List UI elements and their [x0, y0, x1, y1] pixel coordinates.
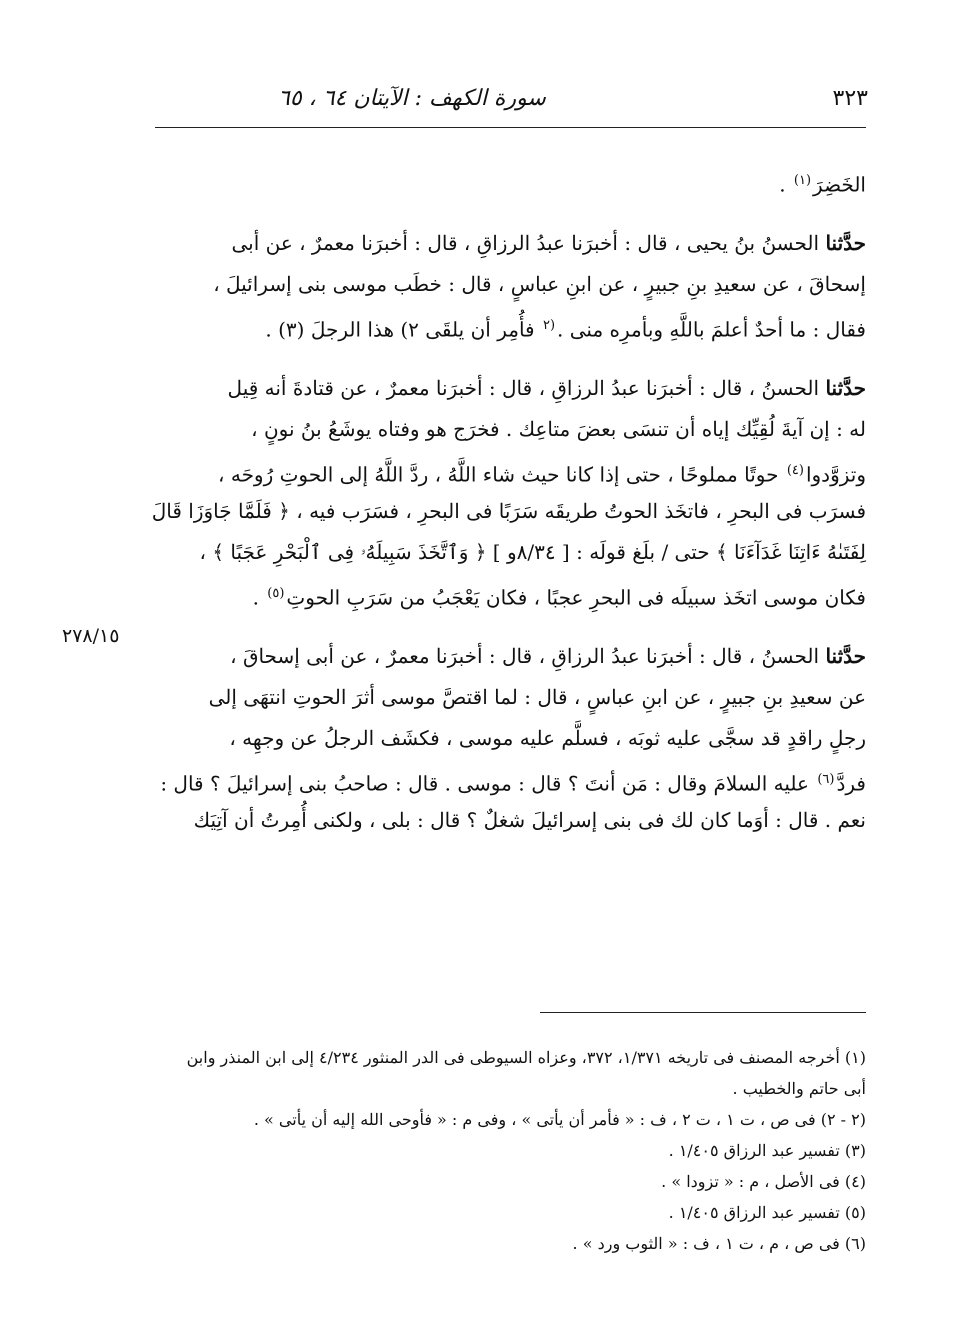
footnote-marker: (١)	[793, 173, 812, 188]
line-tail: .	[252, 585, 266, 610]
footnote-rule	[540, 1012, 866, 1013]
header-rule	[155, 127, 866, 128]
main-text	[151, 160, 866, 841]
footnote: (٤) فى الأصل ، م : « تزودا » .	[661, 1172, 866, 1191]
footnote-marker: (٤)	[786, 463, 804, 478]
footnote-marker: (٥)	[267, 586, 285, 601]
line-text: لِفَتَىٰهُ ءَاتِنَا غَدَآءَنَا ﴾ حتى / بلَغ قولَه : [ ٨/٣٤و ] ﴿ وَٱتَّخَذَ سَبِيلَهُۥ فِى ٱلْبَحْرِ عَجَبًا ﴾ ،	[199, 540, 866, 564]
footnote-marker: (٦)	[817, 772, 835, 787]
line-text: نعم . قال : أوَما كان لك فى بنى إسرائيلَ شغلٌ ؟ قال : بلى ، ولكنى أُمِرتُ أن آتِيَك	[193, 808, 866, 832]
running-title: سورة الكهف : الآيتان ٦٤ ، ٦٥	[278, 86, 546, 111]
line-text: الحسنُ بنُ يحيى ، قال : أخبرَنا عبدُ الرزاقِ ، قال : أخبرَنا معمرٌ ، عن أبى	[231, 231, 826, 255]
text-line	[158, 677, 866, 718]
text-line	[158, 305, 866, 346]
line-text: رجلٍ راقدٍ قد سجَّى عليه ثوبَه ، فسلَّم عليه موسى ، فكشَف الرجلُ عن وجهِه ،	[229, 726, 866, 750]
footnotes	[150, 1042, 866, 1259]
footnote: (١) أخرجه المصنف فى تاريخه ١/٣٧١، ٣٧٢، وعزاه السيوطى فى الدر المنثور ٤/٢٣٤ إلى ابن المنذر وابن	[186, 1048, 866, 1067]
line-text: فردَّ	[836, 771, 866, 796]
line-text: عن سعيدِ بنِ جبيرٍ ، عن ابنِ عباسٍ ، قال : لما اقتصَّ موسى أثرَ الحوتِ انتهَى إلى	[208, 685, 866, 709]
isnad-lead: حدَّثنا	[825, 644, 866, 668]
line-tail: حوتًا مملوحًا ، حتى إذا كانا حيث شاء اللَّهُ ، ردَّ اللَّهُ إلى الحوتِ رُوحَه ،	[218, 462, 785, 487]
line-tail: .	[779, 172, 792, 197]
footnote: (٣) تفسير عبد الرزاق ١/٤٠٥ .	[668, 1141, 866, 1160]
page-header	[158, 82, 868, 122]
text-line	[158, 264, 866, 305]
text-line	[158, 636, 866, 677]
footnote: (٥) تفسير عبد الرزاق ١/٤٠٥ .	[668, 1203, 866, 1222]
text-line	[158, 223, 866, 264]
line-text: فسرَب فى البحرِ ، فاتخَذ الحوتُ طريقَه سَرَبًا فى البحرِ ، فسَرَب فيه ، ﴿ فَلَمَّا جَاوَزَا قَالَ	[151, 499, 866, 523]
footnote: أبى حاتم والخطيب .	[732, 1079, 866, 1098]
line-text: فكان موسى اتخَذ سبيلَه فى البحرِ عجبًا ، فكان يَعْجَبُ من سَرَبِ الحوتِ	[286, 585, 866, 610]
text-line	[158, 409, 866, 450]
text-line	[151, 491, 866, 532]
line-tail: فأُمِر أن يلقَى ٢) هذا الرجلَ (٣) .	[265, 317, 541, 342]
line-text: الخَضِرَ	[813, 172, 866, 197]
line-text: الحسنُ ، قال : أخبرَنا عبدُ الرزاقِ ، قال : أخبرَنا معمرٌ ، عن أبى إسحاقَ ،	[230, 644, 826, 668]
text-line	[158, 800, 866, 841]
line-text: إسحاقَ ، عن سعيدِ بنِ جبيرٍ ، عن ابنِ عباسٍ ، قال : خطَب موسى بنى إسرائيلَ ،	[213, 272, 866, 296]
line-text: فقال : ما أحدٌ أعلمَ باللَّهِ وبأمرِه منى .	[557, 317, 866, 342]
text-line	[158, 450, 866, 491]
line-text: الحسنُ ، قال : أخبرَنا عبدُ الرزاقِ ، قال : أخبرَنا معمرٌ ، عن قتادةَ أنه قِيل	[227, 376, 826, 400]
text-line	[158, 718, 866, 759]
text-line	[158, 759, 866, 800]
line-text: وتزوَّدوا	[805, 462, 866, 487]
text-line	[158, 160, 866, 201]
text-line	[158, 368, 866, 409]
line-tail: عليه السلامَ وقال : مَن أنتَ ؟ قال : موسى . قال : صاحبُ بنى إسرائيلَ ؟ قال :	[160, 771, 816, 796]
footnote: (٦) فى ص ، م ، ت ١ ، ف : « الثوب ورد » .	[572, 1234, 866, 1253]
footnote-marker: (٢	[542, 318, 556, 333]
line-text: له : إن آيةَ لُقِيِّك إياه أن تنسَى بعضَ متاعِك . فخرَج هو وفتاه يوشَعُ بنُ نونٍ ،	[251, 417, 866, 441]
footnote: (٢ - ٢) فى ص ، ت ١ ، ت ٢ ، ف : « فأمر أن يأتى » ، وفى م : « فأوحى الله إليه أن يأتى » .	[253, 1110, 866, 1129]
isnad-lead: حدَّثنا	[825, 231, 866, 255]
text-line	[158, 573, 866, 614]
page-number: ٣٢٣	[832, 86, 868, 111]
margin-reference: ٢٧٨/١٥	[62, 625, 120, 647]
text-line	[158, 532, 866, 573]
isnad-lead: حدَّثنا	[825, 376, 866, 400]
